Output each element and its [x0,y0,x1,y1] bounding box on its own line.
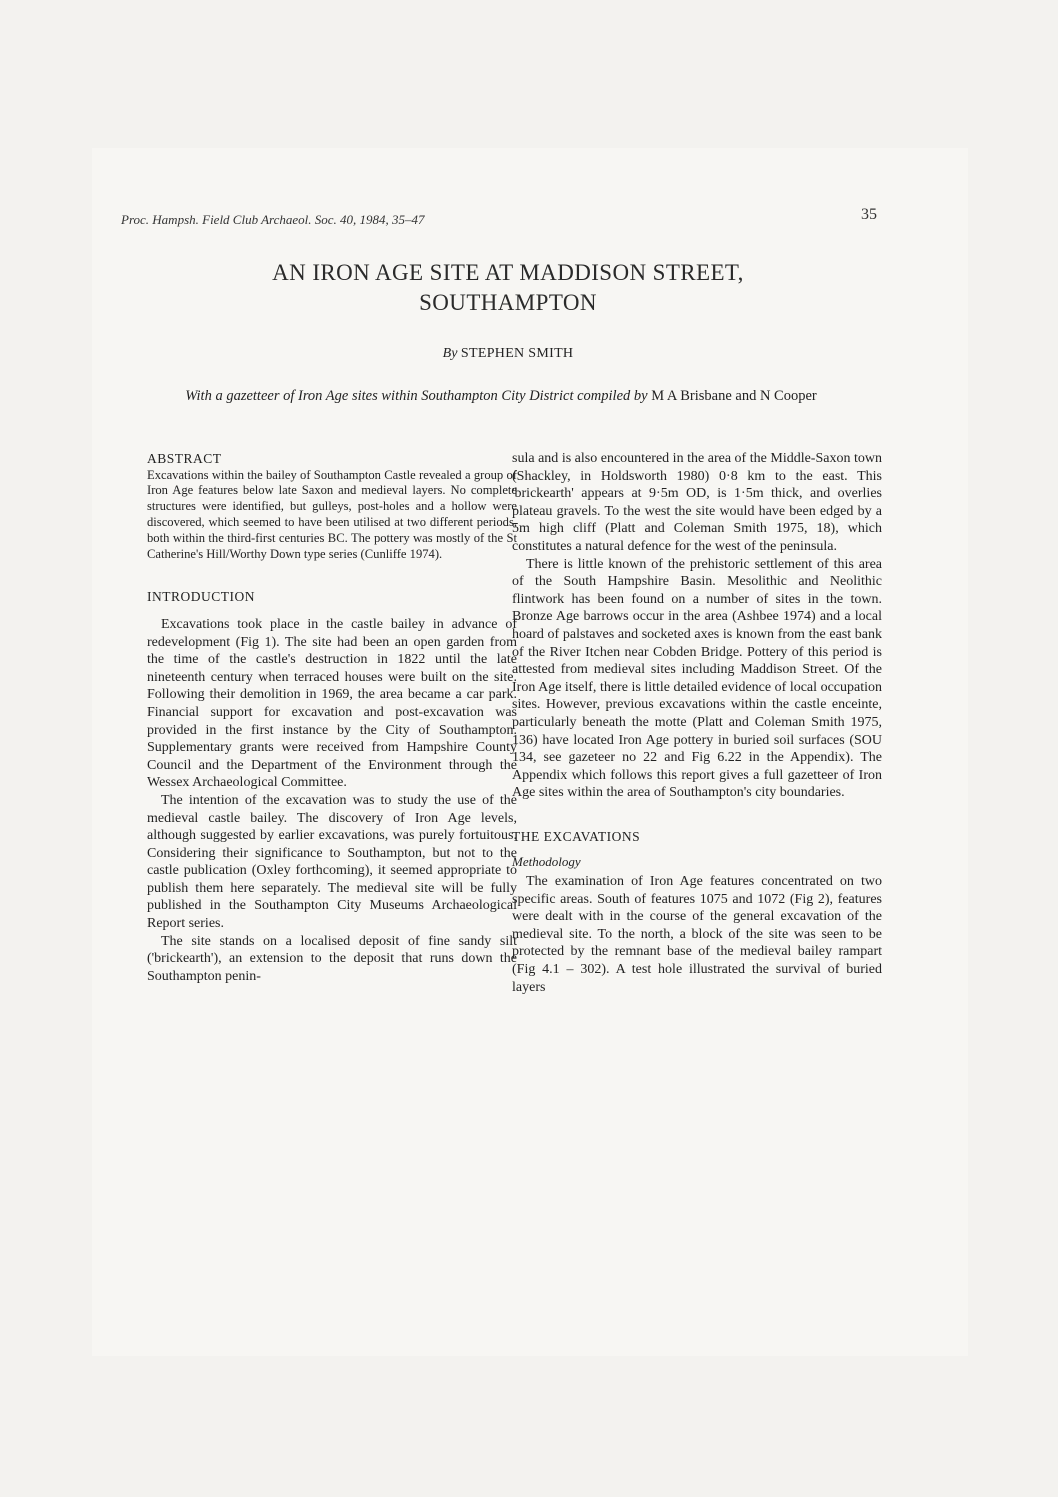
journal-citation: Proc. Hampsh. Field Club Archaeol. Soc. 40, 1984, 35–47 [121,212,425,227]
byline [120,346,896,362]
excavations-paragraph: The examination of Iron Age features concentrated on two specific areas. South of features 1075 and 1072 (Fig 2), features were dealt with in the course of the general excavation of the medieval site. To the north, a block of the site was seen to be protected by the remnant base of the medieval bailey rampart (Fig 4.1 – 302). A test hole illustrated the survival of buried layers [512,874,882,995]
intro-paragraph-3-continued: sula and is also encountered in the area of the Middle-Saxon town (Shackley, in Holdsworth 1980) 0·8 km to the east. This 'brickearth' appears at 9·5m OD, is 1·5m thick, and overlies plateau gravels. To the west the site would have been edged by a 5m high cliff (Platt and Coleman Smith 1975, 18), which constitutes a natural defence for the west of the peninsula. [512,451,882,554]
author-name: STEPHEN SMITH [460,346,574,361]
gazetteer-note [121,388,881,405]
page-number: 35 [861,206,877,223]
left-column [147,450,517,985]
gazetteer-note-text: With a gazetteer of Iron Age sites within Southampton City District compiled by [185,388,648,404]
introduction-heading: INTRODUCTION [147,589,255,605]
byline-by: By [442,346,458,361]
gazetteer-compilers: M A Brisbane and N Cooper [651,388,817,404]
intro-paragraph-1: Excavations took place in the castle bailey in advance of redevelopment (Fig 1). The site had been an open garden from the time of the castle's destruction in 1822 until the late nineteenth century when terraced houses were built on the site. Following their demolition in 1969, the area became a car park. Financial support for excavation and post-excavation was provided in the first instance by the City of Southampton. Supplementary grants were received from Hampshire County Council and the Department of the Environment through the Wessex Archaeological Committee. [147,616,517,791]
abstract-text: Excavations within the bailey of Southampton Castle revealed a group of Iron Age features below late Saxon and medieval layers. No complete structures were identified, but gulleys, post-holes and a hollow were discovered, which seemed to have been utilised at two different periods, both within the third-first centuries BC. The pottery was mostly of the St Catherine's Hill/Worthy Down type series (Cunliffe 1974). [147,467,517,561]
methodology-subheading: Methodology [512,854,581,870]
intro-paragraph-2: The intention of the excavation was to study the use of the medieval castle bailey. The discovery of Iron Age levels, although suggested by earlier excavations, was purely fortuitous. Considering their significance to Southampton, but not to the castle publication (Oxley forthcoming), it seemed appropriate to publish them here separately. The medieval site will be fully published in the Southampton City Museums Archaeological Report series. [147,792,517,932]
title-line-2: SOUTHAMPTON [419,290,597,315]
excavations-heading: THE EXCAVATIONS [512,828,641,844]
article-title [120,258,896,318]
title-line-1: AN IRON AGE SITE AT MADDISON STREET, [272,260,744,285]
abstract-heading: ABSTRACT [147,451,222,466]
intro-paragraph-3: The site stands on a localised deposit of fine sandy silt ('brickearth'), an extension to the deposit that runs down the Southampton penin- [147,933,517,984]
right-column [512,450,882,996]
running-head [121,206,877,228]
intro-paragraph-4: There is little known of the prehistoric settlement of this area of the South Hampshire Basin. Mesolithic and Neolithic flintwork has been found on a number of sites in the town. Bronze Age barrows occur in the area (Ashbee 1974) and a local hoard of palstaves and socketed axes is known from the east bank of the River Itchen near Cobden Bridge. Pottery of this period is attested from medieval sites including Maddison Street. Of the Iron Age itself, there is little detailed evidence of local occupation sites. However, previous excavations within the castle enceinte, particularly beneath the motte (Platt and Coleman Smith 1975, 136) have located Iron Age pottery in buried soil surfaces (SOU 134, see gazeteer no 22 and Fig 6.22 in the Appendix). The Appendix which follows this report gives a full gazetteer of Iron Age sites within the area of Southampton's city boundaries. [512,556,882,801]
